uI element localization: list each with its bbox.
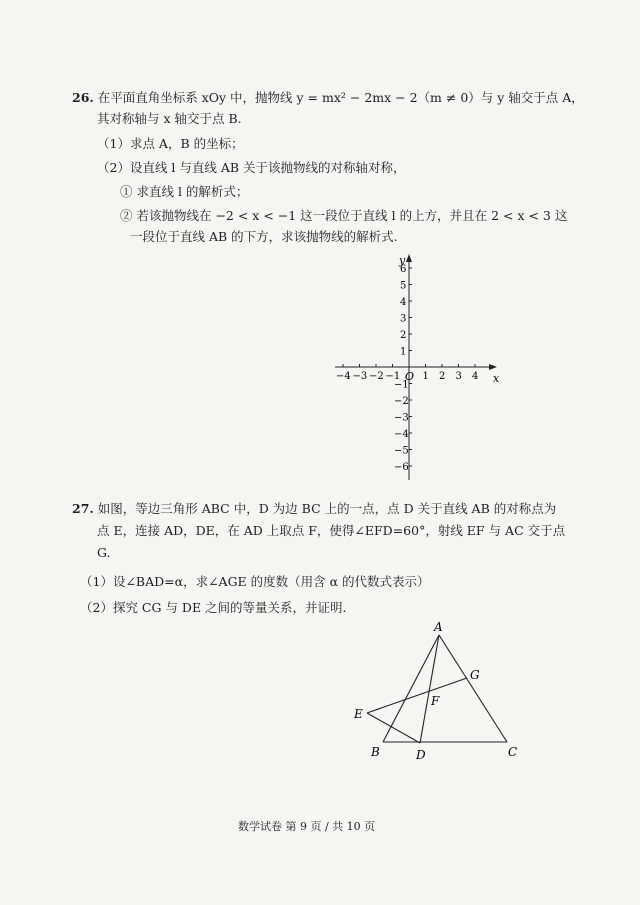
q26-stem-1: 在平面直角坐标系 xOy 中，抛物线 y = mx² − 2mx − 2（m ≠ 0）与 y 轴交于点 A， xyxy=(97,90,584,105)
origin-label: O xyxy=(405,370,415,383)
y-tick-label: 2 xyxy=(400,330,407,341)
x-tick-label: 1 xyxy=(422,371,429,382)
x-tick-label: 2 xyxy=(439,371,446,382)
point-label-C: C xyxy=(508,745,518,759)
x-axis-label: x xyxy=(493,372,500,385)
y-tick-label: 5 xyxy=(400,280,407,292)
q27-part-1: （1）设∠BAD=α，求∠AGE 的度数（用含 α 的代数式表示） xyxy=(80,574,430,589)
segment-AB xyxy=(383,635,439,742)
x-tick-label: −1 xyxy=(385,371,401,382)
y-tick-label: 1 xyxy=(400,346,407,358)
y-tick-label: 3 xyxy=(400,313,407,325)
q26-stem-2: 其对称轴与 x 轴交于点 B. xyxy=(97,111,242,126)
q27-number: 27. xyxy=(72,501,94,516)
q26-part-1: （1）求点 A，B 的坐标； xyxy=(97,136,244,151)
y-tick-label: −3 xyxy=(394,412,409,424)
point-label-D: D xyxy=(416,748,426,762)
y-tick-label: 6 xyxy=(400,264,407,275)
y-tick-label: −5 xyxy=(394,445,409,457)
y-axis-label: y xyxy=(399,254,406,267)
point-label-G: G xyxy=(470,668,480,682)
q26-sub-2b: 一段位于直线 AB 的下方，求该抛物线的解析式. xyxy=(130,229,398,244)
x-tick-label: −4 xyxy=(336,371,351,382)
q27-stem-2: 点 E，连接 AD，DE，在 AD 上取点 F，使得∠EFD=60°，射线 EF 与 AC 交于点 xyxy=(97,523,566,538)
q27-stem-3: G. xyxy=(97,545,111,560)
q26-sub-1: ① 求直线 l 的解析式； xyxy=(120,184,249,199)
x-tick-label: −2 xyxy=(369,371,384,382)
point-label-B: B xyxy=(371,745,380,759)
segment-DE xyxy=(367,713,420,743)
ray-EF xyxy=(367,678,467,713)
q27-part-2: （2）探究 CG 与 DE 之间的等量关系，并证明. xyxy=(80,600,347,615)
y-axis-arrow-icon xyxy=(406,254,412,262)
x-tick-label: −3 xyxy=(352,371,368,382)
x-tick-label: 4 xyxy=(472,371,479,382)
x-axis-arrow-icon xyxy=(489,364,497,370)
segment-AC xyxy=(439,635,507,742)
triangle-figure xyxy=(345,615,525,765)
q27-stem-1: 如图，等边三角形 ABC 中，D 为边 BC 上的一点，点 D 关于直线 AB 的对称点为 xyxy=(97,501,557,516)
x-tick-label: 3 xyxy=(455,371,462,382)
y-tick-label: −1 xyxy=(394,379,409,391)
q26-number: 26. xyxy=(72,90,94,105)
q27-line-1 xyxy=(72,501,556,517)
page-footer: 数学试卷 第 9 页 / 共 10 页 xyxy=(238,820,376,833)
y-tick-label: −4 xyxy=(394,429,409,440)
y-tick-label: −2 xyxy=(394,396,409,407)
coordinate-axes-figure xyxy=(325,250,505,485)
q26-sub-2a: ② 若该抛物线在 −2 < x < −1 这一段位于直线 l 的上方，并且在 2 < x < 3 这 xyxy=(120,208,568,223)
q26-line-1 xyxy=(72,90,584,106)
point-label-E: E xyxy=(354,707,363,721)
y-tick-label: 4 xyxy=(400,297,407,308)
point-label-A: A xyxy=(434,620,443,634)
y-tick-label: −6 xyxy=(394,462,409,473)
point-label-F: F xyxy=(431,694,440,708)
q26-part-2: （2）设直线 l 与直线 AB 关于该抛物线的对称轴对称， xyxy=(97,160,406,175)
